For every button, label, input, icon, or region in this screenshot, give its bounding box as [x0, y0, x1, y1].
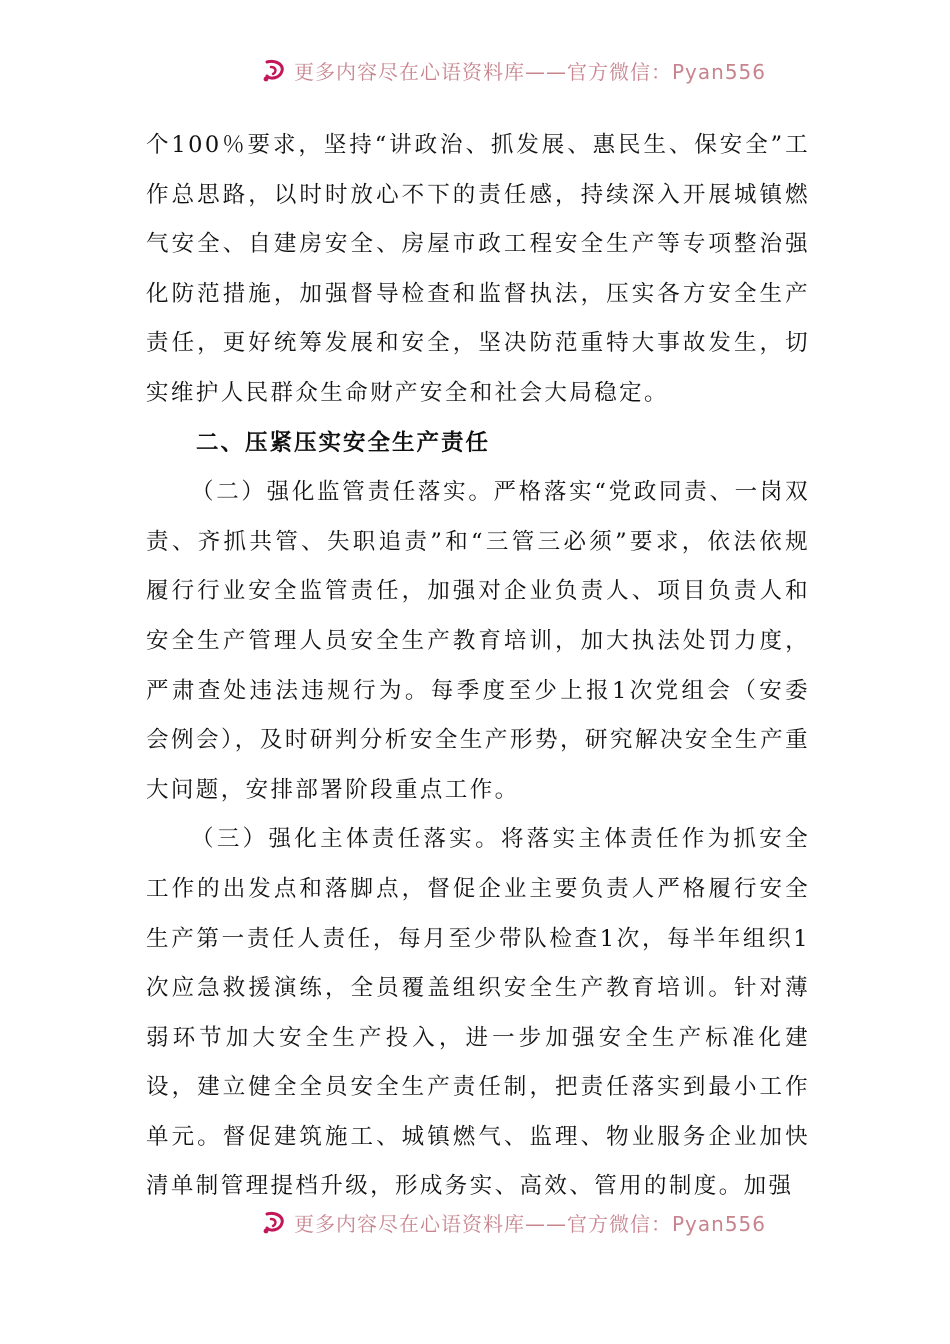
watermark-text: 更多内容尽在心语资料库——官方微信：Pyan556 [294, 60, 767, 84]
watermark-footer [0, 1208, 950, 1238]
watermark-header [0, 56, 950, 86]
watermark-text: 更多内容尽在心语资料库——官方微信：Pyan556 [294, 1212, 767, 1236]
section-heading: 二、压紧压实安全生产责任 [196, 429, 491, 456]
document-body [146, 121, 810, 1212]
body-paragraph: 个100％要求，坚持“讲政治、抓发展、惠民生、保安全”工作总思路，以时时放心不下的责任感，持续深入开展城镇燃气安全、自建房安全、房屋市政工程安全生产等专项整治强化防范措施，加强督导检查和监督执法，压实各方安全生产责任，更好统筹发展和安全，坚决防范重特大事故发生，切实维护人民群众生命财产安全和社会大局稳定。 [146, 132, 810, 406]
body-paragraph: （二）强化监管责任落实。严格落实“党政同责、一岗双责、齐抓共管、失职追责”和“三管三必须”要求，依法依规履行行业安全监管责任，加强对企业负责人、项目负责人和安全生产管理人员安全生产教育培训，加大执法处罚力度，严肃查处违法违规行为。每季度至少上报1次党组会（安委会例会），及时研判分析安全生产形势，研究解决安全生产重大问题，安排部署阶段重点工作。 [146, 479, 810, 803]
body-paragraph: （三）强化主体责任落实。将落实主体责任作为抓安全工作的出发点和落脚点，督促企业主要负责人严格履行安全生产第一责任人责任，每月至少带队检查1次，每半年组织1次应急救援演练，全员覆盖组织安全生产教育培训。针对薄弱环节加大安全生产投入，进一步加强安全生产标准化建设，建立健全全员安全生产责任制，把责任落实到最小工作单元。督促建筑施工、城镇燃气、监理、物业服务企业加快清单制管理提档升级，形成务实、高效、管用的制度。加强 [146, 826, 810, 1200]
brand-logo-icon [262, 1210, 288, 1236]
brand-logo-icon [262, 58, 288, 84]
